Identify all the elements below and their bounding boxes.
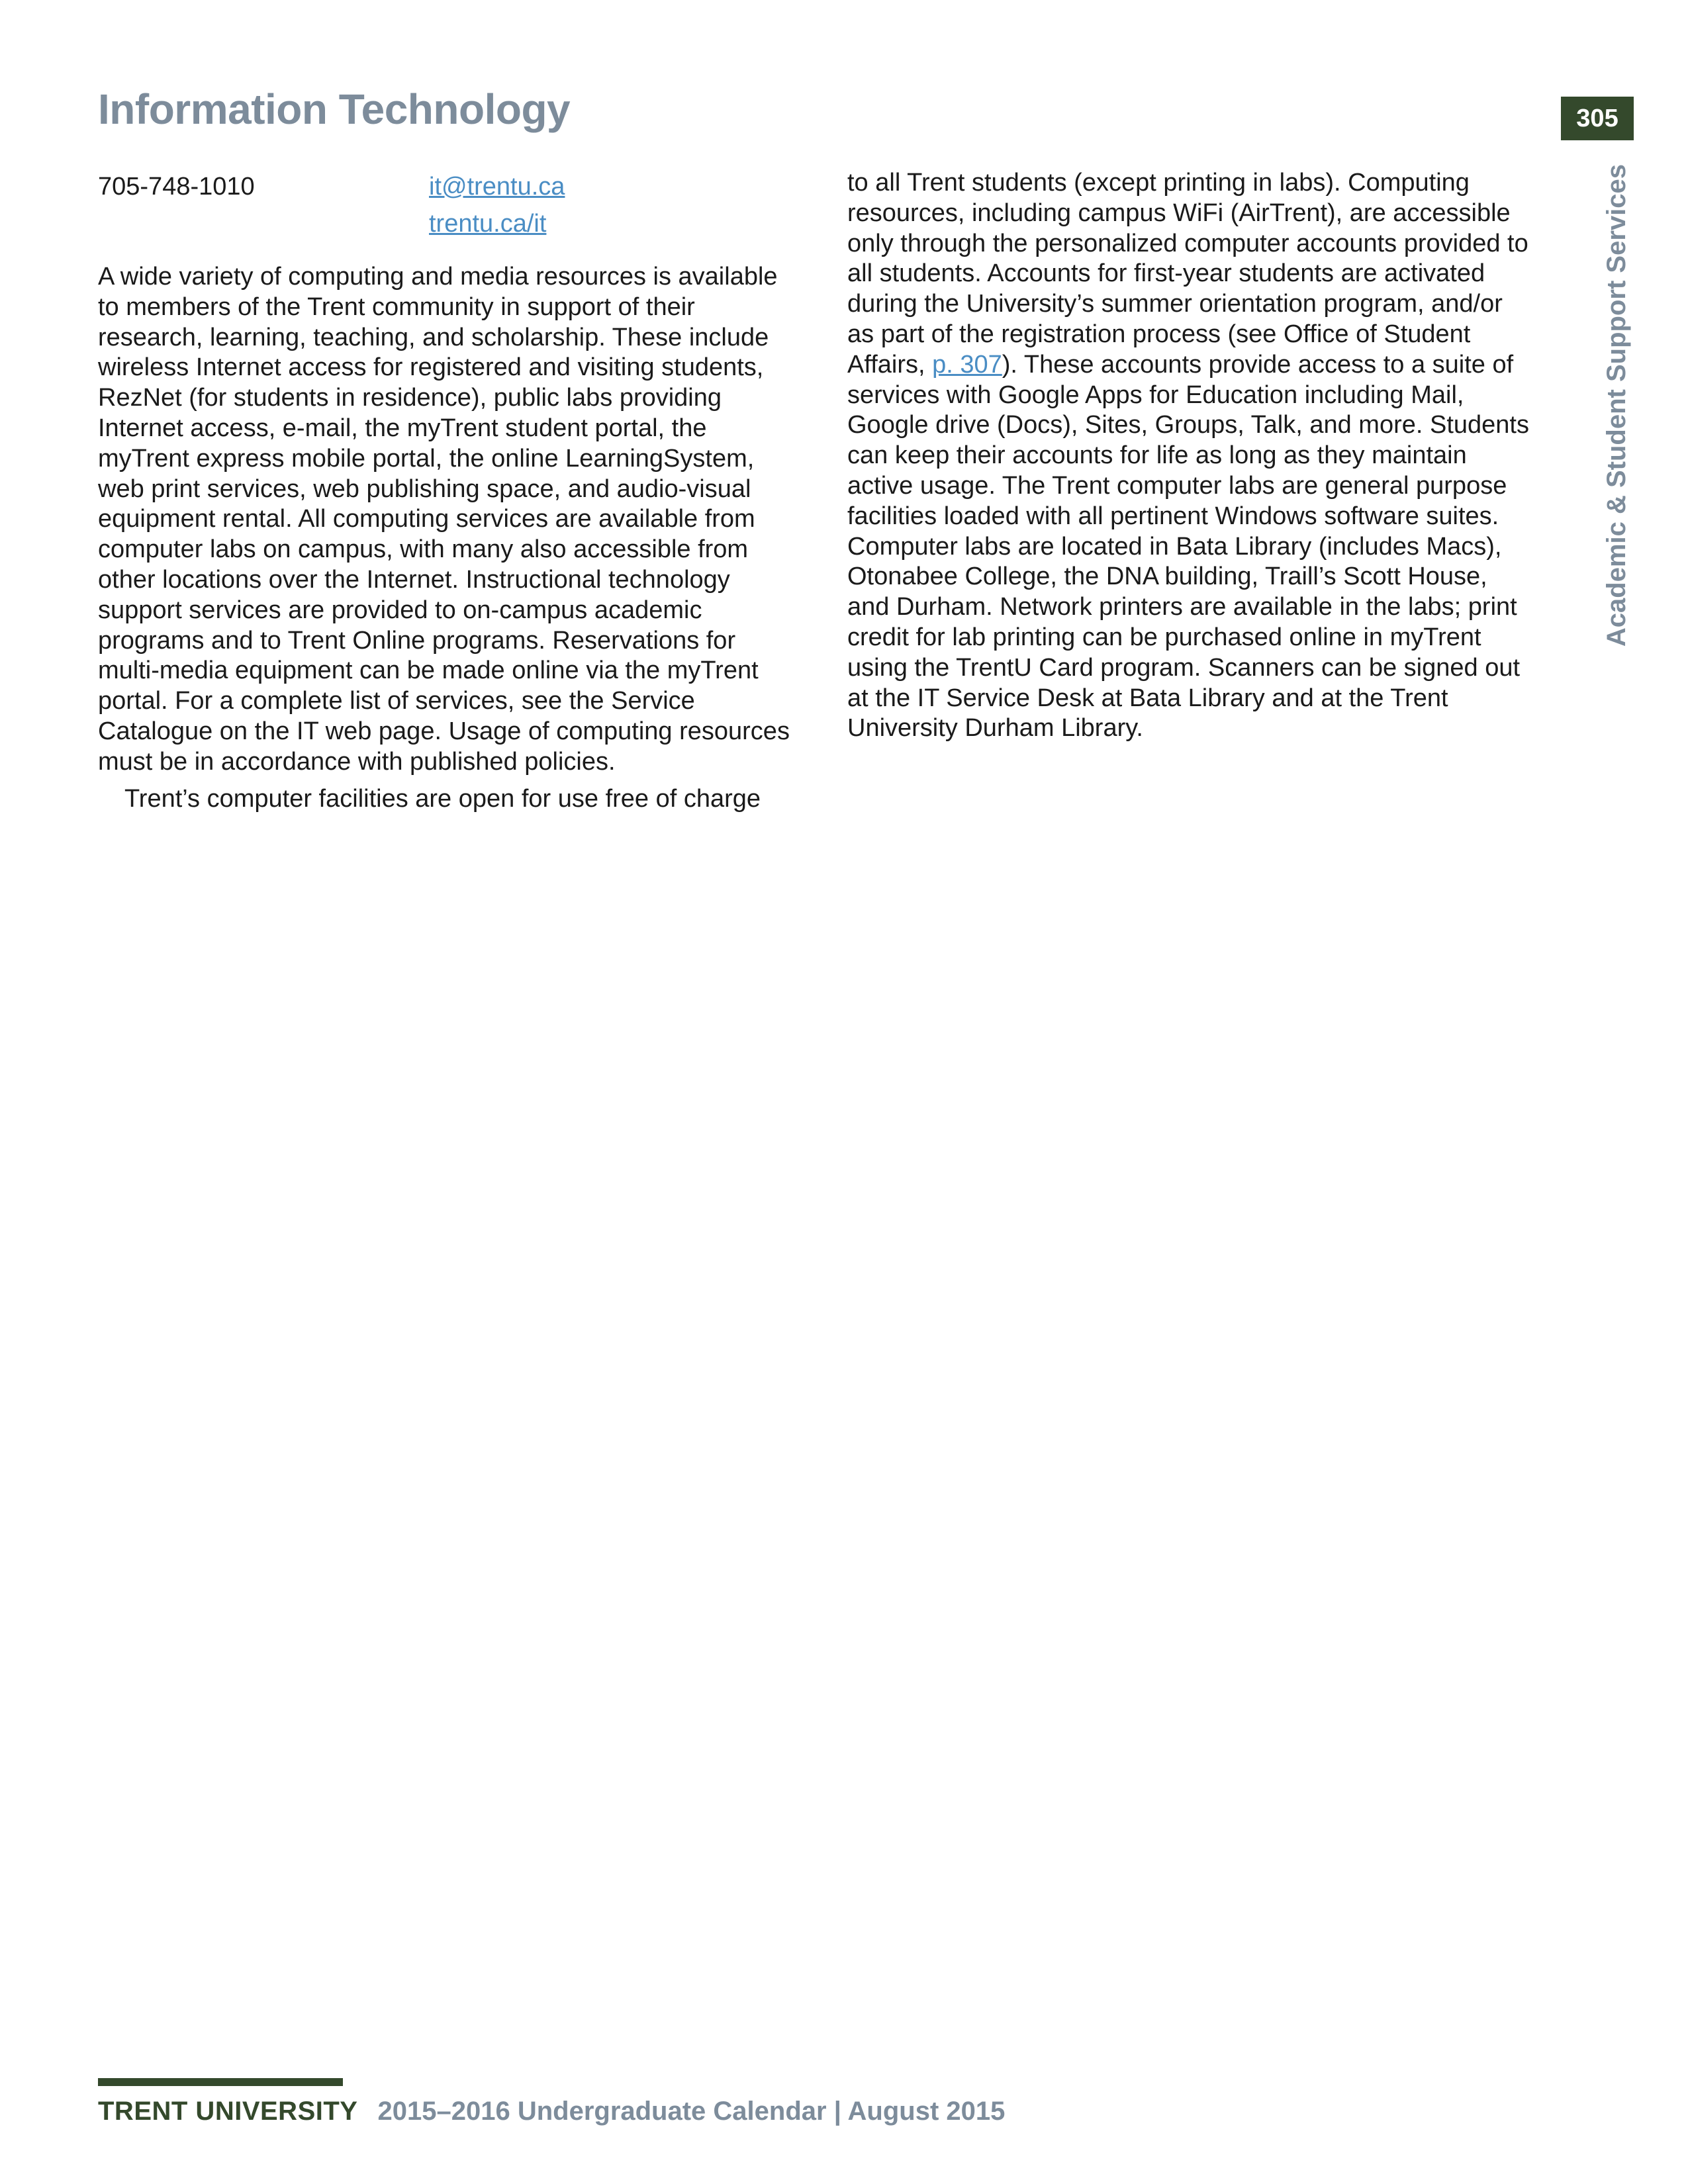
page-title: Information Technology — [98, 85, 571, 133]
section-side-label: Academic & Student Support Services — [1602, 164, 1631, 647]
body-paragraph-2: Trent’s computer facilities are open for use free of charge — [124, 784, 761, 813]
right-column — [847, 168, 1536, 744]
website-link[interactable]: trentu.ca/it — [429, 210, 547, 238]
paragraph-text-after-link: ). These accounts provide access to a suite of services with Google Apps for Education including Mail, Google drive (Docs), Sites, Groups, Talk, and more. Students can keep their accounts for life as long as they maintain active usage. The Trent computer labs are general purpose facilities loaded with all pertinent Windows software suites. Computer labs are located in Bata Library (includes Macs), Otonabee College, the DNA building, Traill’s Scott House, and Durham. Network printers are available in the labs; print credit for lab printing can be purchased online in myTrent using the TrentU Card program. Scanners can be signed out at the IT Service Desk at Bata Library and at the Trent University Durham Library. — [847, 350, 1529, 743]
left-column — [98, 262, 800, 814]
footer-rule — [98, 2078, 343, 2086]
email-link[interactable]: it@trentu.ca — [429, 173, 565, 201]
paragraph-text-before-link: to all Trent students (except printing in labs). Computing resources, including campus WiFi (AirTrent), are accessible only through the personalized computer accounts provided to all students. Accounts for first-year students are activated during the University’s summer orientation program, and/or as part of the registration process (see Office of Student Affairs, — [847, 169, 1528, 379]
footer — [98, 2097, 1005, 2126]
footer-calendar: 2015–2016 Undergraduate Calendar | August 2015 — [377, 2097, 1006, 2126]
page-number-badge: 305 — [1561, 97, 1634, 140]
body-paragraph-3 — [847, 168, 1536, 744]
contact-links — [429, 168, 565, 242]
footer-university: TRENT UNIVERSITY — [98, 2097, 358, 2126]
phone-number: 705-748-1010 — [98, 173, 255, 201]
body-paragraph-1: A wide variety of computing and media resources is available to members of the Trent community in support of their research, learning, teaching, and scholarship. These include wireless Internet access for registered and visiting students, RezNet (for students in residence), public labs providing Internet access, e-mail, the myTrent student portal, the myTrent express mobile portal, the online LearningSystem, web print services, web publishing space, and audio-visual equipment rental. All computing services are available from computer labs on campus, with many also accessible from other locations over the Internet. Instructional technology support services are provided to on-campus academic programs and to Trent Online programs. Reservations for multi-media equipment can be made online via the myTrent portal. For a complete list of services, see the Service Catalogue on the IT web page. Usage of computing resources must be in accordance with published policies. — [98, 263, 790, 776]
page-reference-link[interactable]: p. 307 — [932, 350, 1002, 379]
